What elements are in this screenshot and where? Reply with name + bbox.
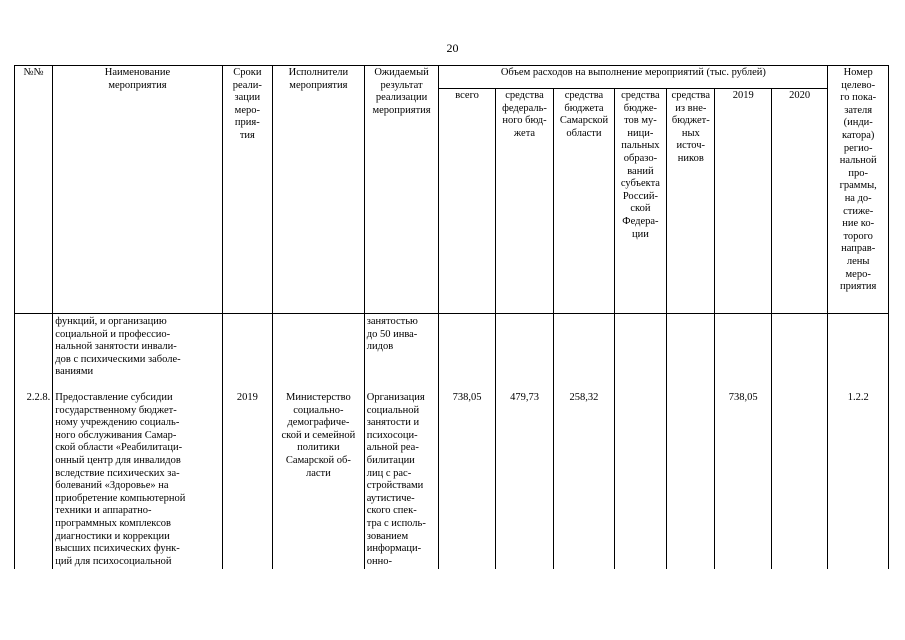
text-line: альной реа- — [366, 442, 419, 454]
text-line: стиже- — [843, 205, 874, 217]
text-line: ции — [631, 228, 649, 240]
cell-regional: 258,32 — [554, 380, 614, 569]
text-line: стройствами — [366, 480, 424, 492]
text-line: политики — [297, 442, 340, 454]
text-line: граммы, — [839, 180, 877, 192]
text-line: жета — [513, 127, 536, 139]
text-line: государственному бюджет- — [55, 404, 177, 416]
cell-year-2019: 738,05 — [715, 380, 771, 569]
header-municipal — [614, 89, 666, 314]
text-line: Исполнители — [288, 67, 349, 78]
text-line: аутистиче- — [366, 492, 415, 504]
text-line: Организация — [366, 391, 425, 403]
text-line: психосоци- — [366, 429, 418, 441]
text-line: дов с психическими заболе- — [55, 353, 181, 365]
text-line: ников — [677, 152, 704, 164]
cell-result — [364, 314, 439, 380]
cell-indicator — [828, 314, 889, 380]
cell-total — [439, 314, 495, 380]
header-executors — [273, 66, 365, 314]
cell-extra-budgetary — [667, 314, 715, 380]
text-line: высших психических функ- — [55, 543, 180, 555]
cell-regional — [554, 314, 614, 380]
text-line: онный центр для инвалидов — [55, 454, 181, 466]
text-line: информаци- — [366, 543, 422, 555]
cell-extra-budgetary — [667, 380, 715, 569]
header-expense-volume: Объем расходов на выполнение мероприятий (тыс. рублей) — [439, 66, 828, 89]
header-year-2019: 2019 — [715, 89, 771, 314]
text-line: целево- — [841, 79, 876, 91]
text-line: нальной занятости инвали- — [55, 341, 177, 353]
text-line: приятия — [840, 281, 877, 293]
text-line: ных — [681, 127, 700, 139]
cell-municipal — [614, 380, 666, 569]
text-line: Министерство — [286, 391, 351, 403]
header-row-top — [15, 66, 889, 89]
text-line: Сроки — [233, 67, 262, 78]
text-line: техники и аппаратно- — [55, 505, 152, 517]
cell-year-2020 — [771, 314, 827, 380]
text-line: из вне- — [675, 102, 707, 114]
text-line: диагностики и коррекции — [55, 530, 170, 542]
text-line: бюдже- — [623, 102, 658, 114]
table-row-continuation — [15, 314, 889, 380]
text-line: ской и семейной — [281, 429, 356, 441]
cell-federal — [495, 314, 553, 380]
text-line: средства — [621, 90, 660, 101]
text-line: зателя — [844, 104, 873, 116]
cell-terms: 2019 — [222, 380, 272, 569]
header-year-2020: 2020 — [771, 89, 827, 314]
text-line: регио- — [843, 142, 873, 154]
text-line: образо- — [623, 152, 658, 164]
page-number: 20 — [446, 41, 459, 55]
text-line: Предоставление субсидии — [55, 391, 173, 403]
cell-terms — [222, 314, 272, 380]
cell-result — [364, 380, 439, 569]
text-line: ской — [630, 203, 651, 215]
text-line: социальной — [366, 404, 420, 416]
text-line: мероприятия — [108, 79, 167, 91]
header-total: всего — [439, 89, 495, 314]
text-line: ского спек- — [366, 505, 417, 517]
text-line: Федера- — [622, 215, 659, 227]
text-line: социальной и профессио- — [55, 328, 171, 340]
text-line: про- — [848, 167, 868, 179]
cell-name — [53, 380, 222, 569]
cell-year-2020 — [771, 380, 827, 569]
text-line: (инди- — [843, 117, 873, 129]
cell-municipal — [614, 314, 666, 380]
text-line: направ- — [841, 243, 876, 255]
text-line: ваний — [627, 165, 654, 177]
cell-num: 2.2.8. — [15, 380, 53, 569]
text-line: субъекта — [620, 178, 660, 190]
text-line: ской области «Реабилитаци- — [55, 442, 183, 454]
header-regional — [554, 89, 614, 314]
text-line: нальной — [839, 155, 877, 167]
text-line: источ- — [676, 140, 706, 152]
header-result — [364, 66, 439, 314]
text-line: Наименование — [104, 67, 171, 78]
cell-executors — [273, 314, 365, 380]
text-line: мероприятия — [372, 104, 431, 116]
header-num: №№ — [15, 66, 53, 314]
text-line: демографиче- — [287, 417, 350, 429]
text-line: программных комплексов — [55, 517, 171, 529]
text-line: тра с исполь- — [366, 517, 426, 529]
text-line: средства — [564, 90, 604, 101]
text-line: зованием — [366, 530, 409, 542]
text-line: результат — [380, 79, 423, 91]
text-line: болеваний «Здоровье» на — [55, 480, 169, 492]
text-line: ние ко- — [842, 218, 875, 230]
text-line: билитации — [366, 454, 415, 466]
cell-indicator: 1.2.2 — [828, 380, 889, 569]
cell-federal: 479,73 — [495, 380, 553, 569]
text-line: ного обслуживания Самар- — [55, 429, 177, 441]
text-line: бюджета — [564, 102, 604, 114]
header-indicator — [828, 66, 889, 314]
cell-num — [15, 314, 53, 380]
text-line: ного бюд- — [502, 115, 547, 127]
text-line: на до- — [844, 192, 872, 204]
text-line: вследствие психических за- — [55, 467, 180, 479]
text-line: приобретение компьютерной — [55, 492, 186, 504]
text-line: Россий- — [622, 190, 658, 202]
text-line: ници- — [627, 127, 654, 139]
text-line: средства — [671, 90, 711, 101]
text-line: занятости и — [366, 417, 420, 429]
text-line: федераль- — [502, 102, 547, 114]
cell-name — [53, 314, 222, 380]
cell-total: 738,05 — [439, 380, 495, 569]
header-extra-budgetary — [667, 89, 715, 314]
header-federal — [495, 89, 553, 314]
cell-year-2019 — [715, 314, 771, 380]
text-line: торого — [843, 230, 873, 242]
text-line: функций, и организацию — [55, 316, 167, 327]
text-line: ваниями — [55, 366, 94, 378]
text-line: меро- — [234, 104, 260, 116]
text-line: лидов — [366, 341, 394, 353]
text-line: мероприятия — [289, 79, 348, 91]
text-line: занятостью — [366, 316, 418, 327]
text-line: Самарской — [559, 115, 609, 127]
text-line: меро- — [845, 268, 871, 280]
text-line: ций для психосоциальной — [55, 555, 172, 567]
text-line: до 50 инва- — [366, 328, 418, 340]
text-line: ласти — [306, 467, 331, 479]
text-line: зации — [234, 92, 261, 104]
text-line: пальных — [621, 140, 660, 152]
text-line: прия- — [234, 117, 260, 129]
text-line: онно- — [366, 555, 392, 567]
text-line: лены — [846, 255, 870, 267]
header-terms — [222, 66, 272, 314]
text-line: тов му- — [624, 115, 657, 127]
header-name — [53, 66, 222, 314]
table-row-2-2-8 — [15, 380, 889, 569]
text-line: области — [566, 127, 602, 139]
cell-executors — [273, 380, 365, 569]
text-line: реализации — [375, 92, 428, 104]
text-line: Номер — [843, 67, 873, 78]
text-line: реали- — [232, 79, 262, 91]
text-line: го пока- — [840, 92, 877, 104]
text-line: ному учреждению социаль- — [55, 417, 180, 429]
text-line: Ожидаемый — [374, 67, 429, 78]
text-line: лиц с рас- — [366, 467, 412, 479]
text-line: социально- — [293, 404, 344, 416]
text-line: тия — [239, 129, 255, 141]
text-line: бюджет- — [671, 115, 710, 127]
text-line: средства — [505, 90, 544, 101]
text-line: катора) — [841, 129, 875, 141]
program-activities-table — [14, 65, 889, 569]
text-line: Самарской об- — [285, 454, 351, 466]
